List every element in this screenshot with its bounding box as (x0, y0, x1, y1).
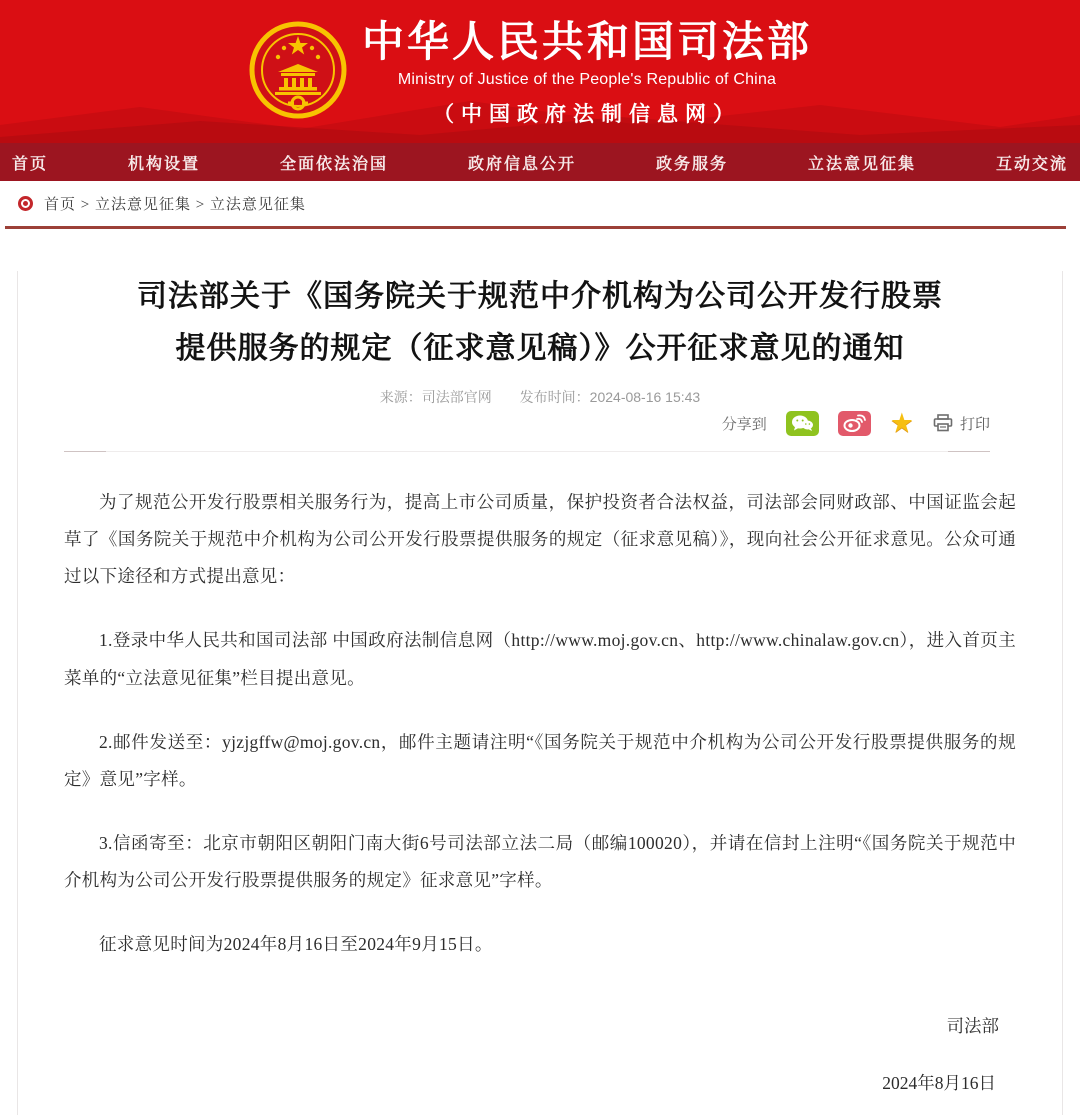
breadcrumb-marker-dot (23, 201, 28, 206)
printer-icon (933, 414, 953, 432)
paragraph-intro: 为了规范公开发行股票相关服务行为，提高上市公司质量，保护投资者合法权益，司法部会同财政部、中国证监会起草了《国务院关于规范中介机构为公司公开发行股票提供服务的规定（征求意见稿）》，现向社会公开征求意见。公众可通过以下途径和方式提出意见： (64, 492, 1016, 587)
nav-item-legislation-comments[interactable]: 立法意见征集 (808, 155, 917, 173)
paragraph-deadline: 征求意见时间为2024年8月16日至2024年9月15日。 (99, 934, 493, 955)
signature-date: 2024年8月16日 (882, 1073, 996, 1094)
article-title-line1: 司法部关于《国务院关于规范中介机构为公司公开发行股票 (137, 280, 943, 313)
breadcrumb-marker-icon (18, 196, 33, 211)
nav-item-home[interactable]: 首页 (11, 155, 48, 173)
nav-item-organization[interactable]: 机构设置 (127, 155, 200, 173)
site-title-english: Ministry of Justice of the People's Republic of China (397, 71, 777, 89)
nav-item-rule-of-law[interactable]: 全面依法治国 (279, 155, 388, 173)
article-body (64, 484, 1016, 963)
nav-item-services[interactable]: 政务服务 (656, 155, 729, 173)
signature-name: 司法部 (946, 1016, 999, 1037)
site-title: 中华人民共和国司法部 (362, 20, 813, 66)
content-top-rule (5, 226, 1066, 229)
main-navigation (0, 143, 1080, 181)
paragraph-channel-email: 2.邮件发送至：yjzjgffw@moj.gov.cn，邮件主题请注明“《国务院关于规范中介机构为公司公开发行股票提供服务的规定》意见”字样。 (64, 731, 1016, 789)
article-meta (64, 387, 1016, 407)
breadcrumb (0, 181, 1080, 226)
nav-item-gov-info[interactable]: 政府信息公开 (468, 155, 577, 173)
site-header (0, 0, 1080, 143)
article-container (17, 271, 1063, 1115)
meta-divider (64, 451, 990, 452)
share-label: 分享到 (721, 416, 767, 433)
signature-block (64, 1013, 1016, 1095)
article-title-line2: 提供服务的规定（征求意见稿）》公开征求意见的通知 (175, 331, 905, 365)
national-emblem-icon (248, 20, 348, 120)
article-publish-time: 发布时间：2024-08-16 15:43 (519, 389, 701, 406)
article-source: 来源：司法部官网 (379, 389, 492, 406)
print-label: 打印 (959, 416, 990, 433)
qzone-share-icon[interactable]: ★ (889, 407, 914, 438)
nav-item-interaction[interactable]: 互动交流 (996, 155, 1069, 173)
article-title (64, 271, 1016, 374)
paragraph-channel-mail: 3.信函寄至：北京市朝阳区朝阳门南大街6号司法部立法二局（邮编100020），并请在信封上注明“《国务院关于规范中介机构为公司公开发行股票提供服务的规定》征求意见”字样。 (64, 832, 1016, 890)
paragraph-channel-website: 1.登录中华人民共和国司法部 中国政府法制信息网（http://www.moj.gov.cn、http://www.chinalaw.gov.cn），进入首页主菜单的“立法意见征集”栏目提出意见。 (64, 630, 1016, 688)
weibo-share-icon[interactable] (838, 411, 871, 436)
breadcrumb-path[interactable]: 首页 > 立法意见征集 > 立法意见征集 (44, 197, 306, 213)
share-toolbar (64, 408, 1016, 438)
print-button[interactable] (933, 413, 990, 434)
site-subtitle: （中国政府法制信息网） (433, 102, 741, 127)
header-title-block (362, 20, 812, 128)
wechat-share-icon[interactable] (786, 411, 819, 436)
